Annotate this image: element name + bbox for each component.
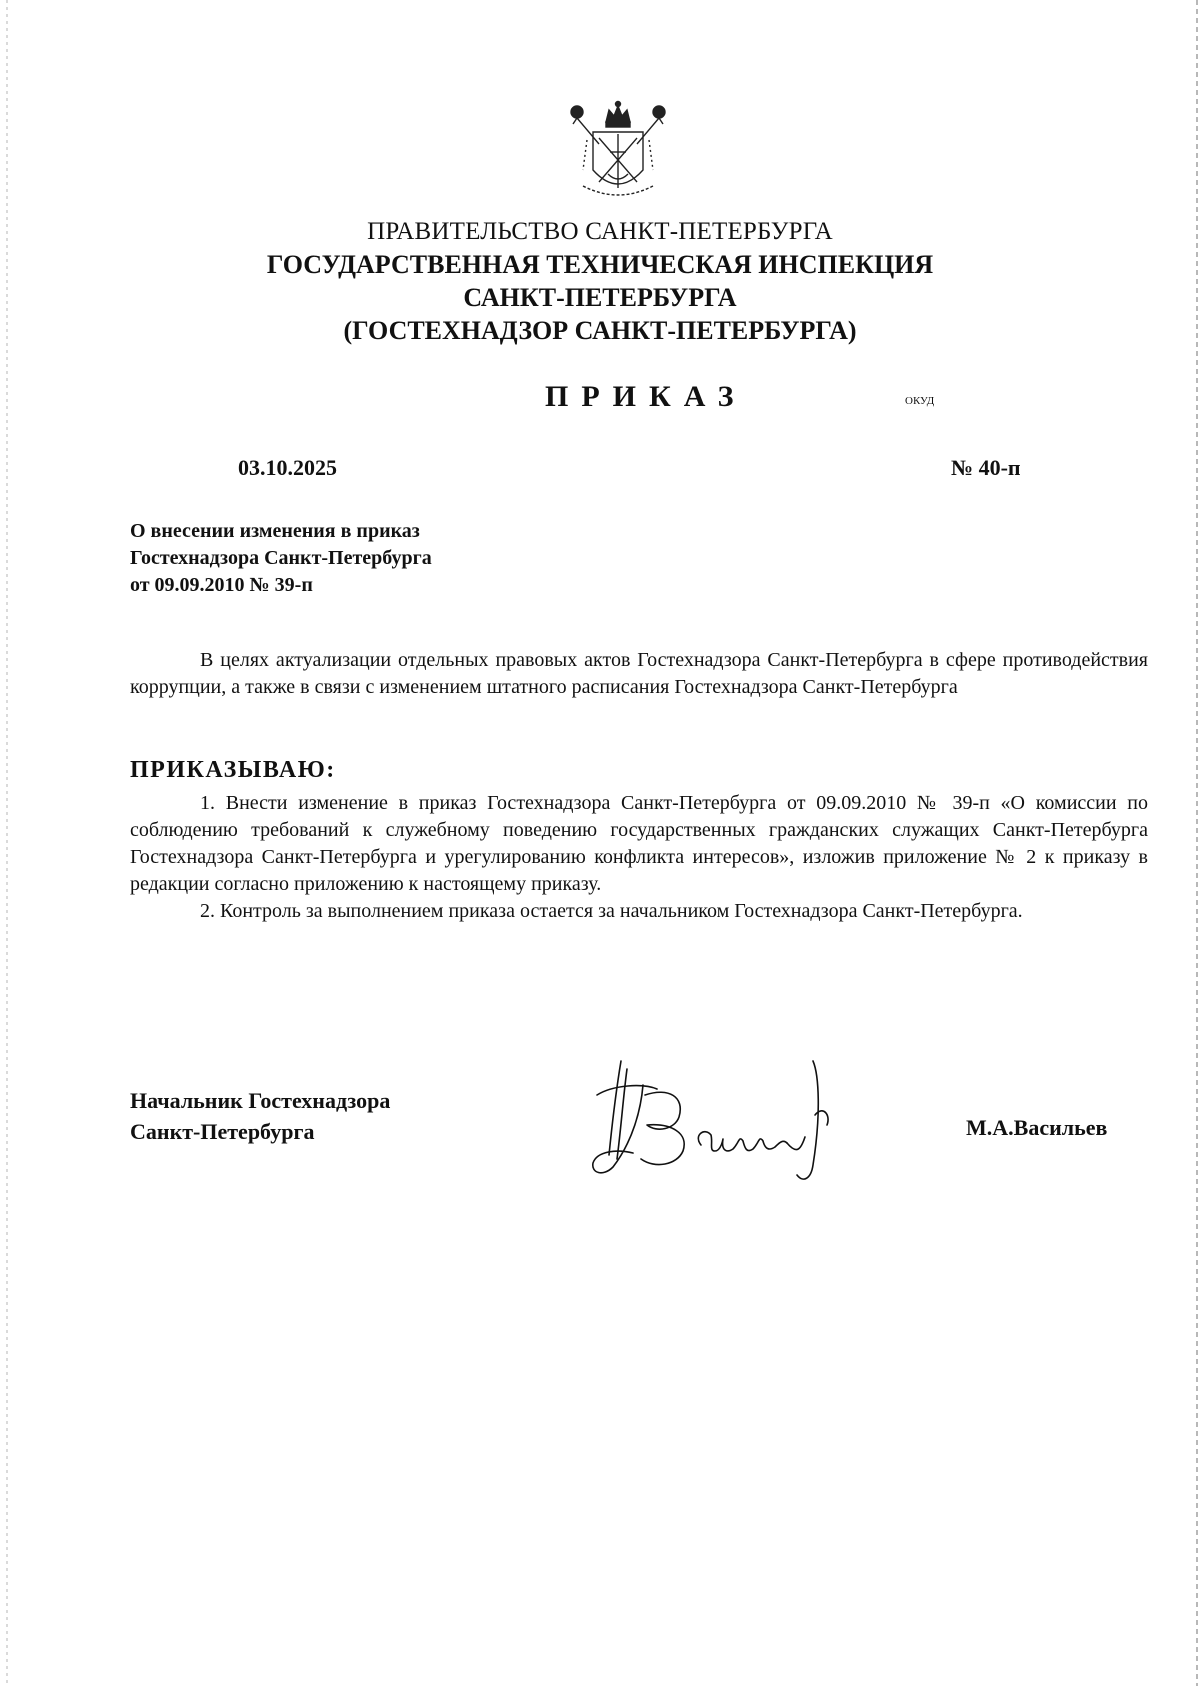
government-name: ПРАВИТЕЛЬСТВО САНКТ-ПЕТЕРБУРГА [367,218,833,245]
inspection-name-line2: САНКТ-ПЕТЕРБУРГА [463,283,737,312]
subject-line: Гостехнадзора Санкт-Петербурга [130,547,432,569]
preamble-paragraph: В целях актуализации отдельных правовых актов Гостехнадзора Санкт-Петербурга в сфере противодействия коррупции, а также в связи с изменением штатного расписания Гостехнадзора Санкт-Петербурга [130,649,1148,698]
document-subject [130,518,432,599]
document-date: 03.10.2025 [238,455,337,480]
signer-title [130,1085,390,1147]
order-clause-1: 1. Внести изменение в приказ Гостехнадзора Санкт-Петербурга от 09.09.2010 № 39-п «О комиссии по соблюдению требований к служебному поведению государственных гражданских служащих Санкт-Петербурга Гостехнадзора Санкт-Петербурга и урегулированию конфликта интересов», изложив приложение № 2 к приказу в редакции согласно приложению к настоящему приказу. [130,792,1148,895]
document-number: № 40-п [951,455,1021,480]
inspection-name-line1: ГОСУДАРСТВЕННАЯ ТЕХНИЧЕСКАЯ ИНСПЕКЦИЯ [266,250,934,279]
signer-title-line: Начальник Гостехнадзора [130,1088,391,1113]
subject-line: от 09.09.2010 № 39-п [130,574,313,596]
subject-line: О внесении изменения в приказ [130,520,420,542]
coat-of-arms-icon [563,100,673,204]
order-clauses [130,790,1148,925]
document-type-title: ПРИКАЗ [545,380,747,413]
okud-label: ОКУД [905,395,935,407]
signer-name: М.А.Васильев [966,1115,1108,1140]
signer-title-line: Санкт-Петербурга [130,1119,315,1144]
handwritten-signature [583,1055,838,1185]
inspection-abbreviation: (ГОСТЕХНАДЗОР САНКТ-ПЕТЕРБУРГА) [343,316,857,345]
order-verb-heading: ПРИКАЗЫВАЮ: [130,757,336,783]
order-clause-2: 2. Контроль за выполнением приказа остается за начальником Гостехнадзора Санкт-Петербурга. [200,900,1023,922]
